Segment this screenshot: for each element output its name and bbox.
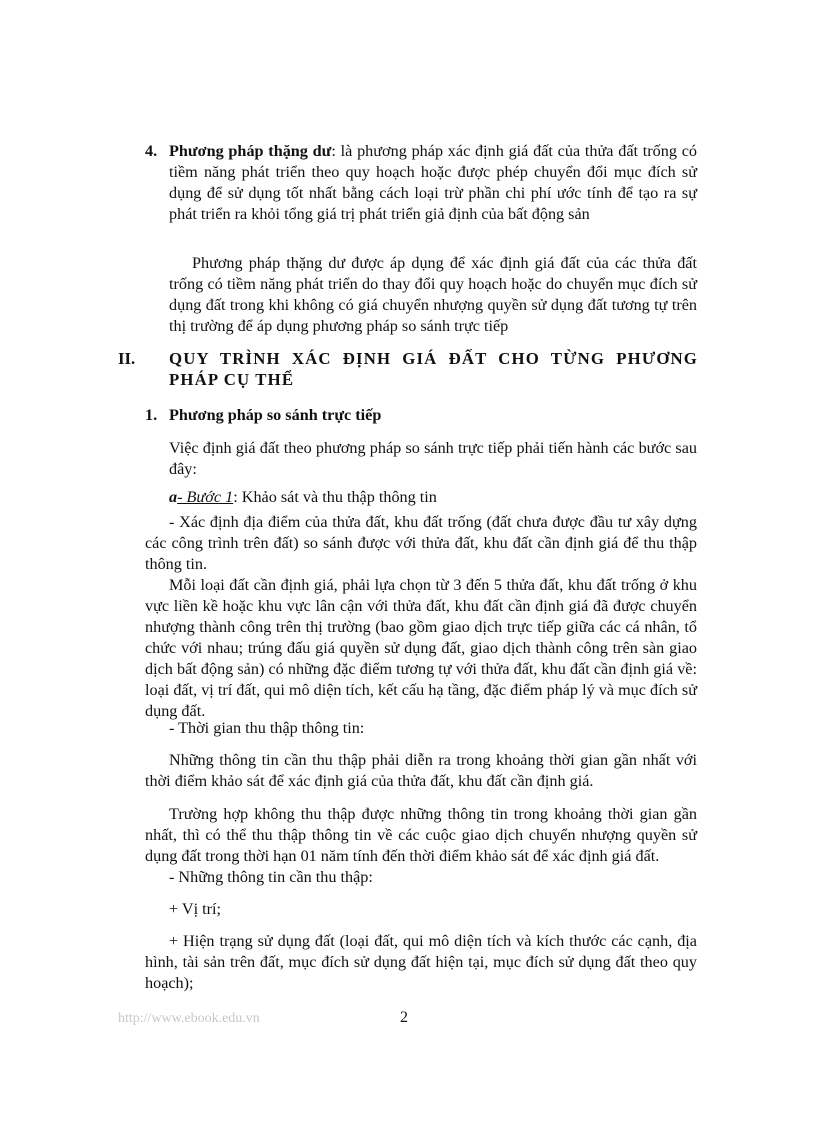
list-number: 4.: [145, 142, 158, 160]
section-heading: [118, 348, 698, 390]
step-text: : Khảo sát và thu thập thông tin: [233, 488, 437, 506]
term-definition: : là phương pháp xác định giá đất của thửa đất trống có tiềm năng phát triển theo quy hoạch hoặc được phép chuyển đổi mục đích sử dụng để sử dụng tốt nhất bằng cách loại trừ phần chi phí ước tính để tạo ra sự phát triển ra khỏi tổng giá trị phát triển giả định của bất động sản: [169, 142, 697, 223]
subsection-title: Phương pháp so sánh trực tiếp: [169, 406, 382, 424]
section-title: QUY TRÌNH XÁC ĐỊNH GIÁ ĐẤT CHO TỪNG PHƯƠNG PHÁP CỤ THỂ: [169, 349, 698, 389]
step-label: - Bước 1: [177, 488, 234, 506]
subsection-intro: Việc định giá đất theo phương pháp so sánh trực tiếp phải tiến hành các bước sau đây:: [169, 439, 697, 478]
subsection-heading: [145, 405, 697, 426]
subsection-number: 1.: [145, 406, 158, 424]
body-paragraph: + Vị trí;: [169, 900, 222, 918]
body-paragraph: - Xác định địa điểm của thửa đất, khu đất trống (đất chưa được đầu tư xây dựng các công trình trên đất) so sánh được với thửa đất, khu đất cần định giá để thu thập thông tin.: [145, 513, 697, 573]
footer-url: http://www.ebook.edu.vn: [118, 1011, 260, 1026]
step-heading: [169, 487, 697, 508]
page-number: 2: [400, 1009, 408, 1026]
step-letter: a: [169, 488, 178, 506]
body-paragraph: + Hiện trạng sử dụng đất (loại đất, qui mô diện tích và kích thước các cạnh, địa hình, tài sản trên đất, mục đích sử dụng đất hiện tại, mục đích sử dụng đất theo quy hoạch);: [145, 932, 697, 992]
body-paragraph: Mỗi loại đất cần định giá, phải lựa chọn từ 3 đến 5 thửa đất, khu đất trống ở khu vực liền kề hoặc khu vực lân cận với thửa đất, khu đất cần định giá đã được chuyển nhượng thành công trên thị trường (bao gồm giao dịch trực tiếp giữa các cá nhân, tổ chức với nhau; trúng đấu giá quyền sử dụng đất, giao dịch thành công trên sàn giao dịch bất động sản) có những đặc điểm tương tự với thửa đất, khu đất cần định giá về: loại đất, vị trí đất, qui mô diện tích, kết cấu hạ tầng, đặc điểm pháp lý và mục đích sử dụng đất.: [145, 576, 697, 720]
body-paragraph: Những thông tin cần thu thập phải diễn ra trong khoảng thời gian gần nhất với thời điểm khảo sát để xác định giá của thửa đất, khu đất cần định giá.: [145, 751, 697, 790]
body-paragraph: - Thời gian thu thập thông tin:: [169, 719, 365, 737]
residual-method-paragraph: Phương pháp thặng dư được áp dụng để xác định giá đất của các thửa đất trống có tiềm năng phát triển do thay đổi quy hoạch hoặc do chuyển mục đích sử dụng đất trong khi không có giá chuyển nhượng quyền sử dụng đất tương tự trên thị trường để áp dụng phương pháp so sánh trực tiếp: [169, 254, 697, 335]
section-number: II.: [118, 349, 136, 368]
term-heading: Phương pháp thặng dư: [169, 142, 332, 160]
body-paragraph: Trường hợp không thu thập được những thông tin trong khoảng thời gian gần nhất, thì có thể thu thập thông tin về các cuộc giao dịch chuyển nhượng quyền sử dụng đất trong thời hạn 01 năm tính đến thời điểm khảo sát để xác định giá đất.: [145, 805, 697, 865]
list-item-4: [145, 141, 697, 225]
body-paragraph: - Những thông tin cần thu thập:: [169, 868, 373, 886]
list-item-body: [169, 141, 697, 225]
